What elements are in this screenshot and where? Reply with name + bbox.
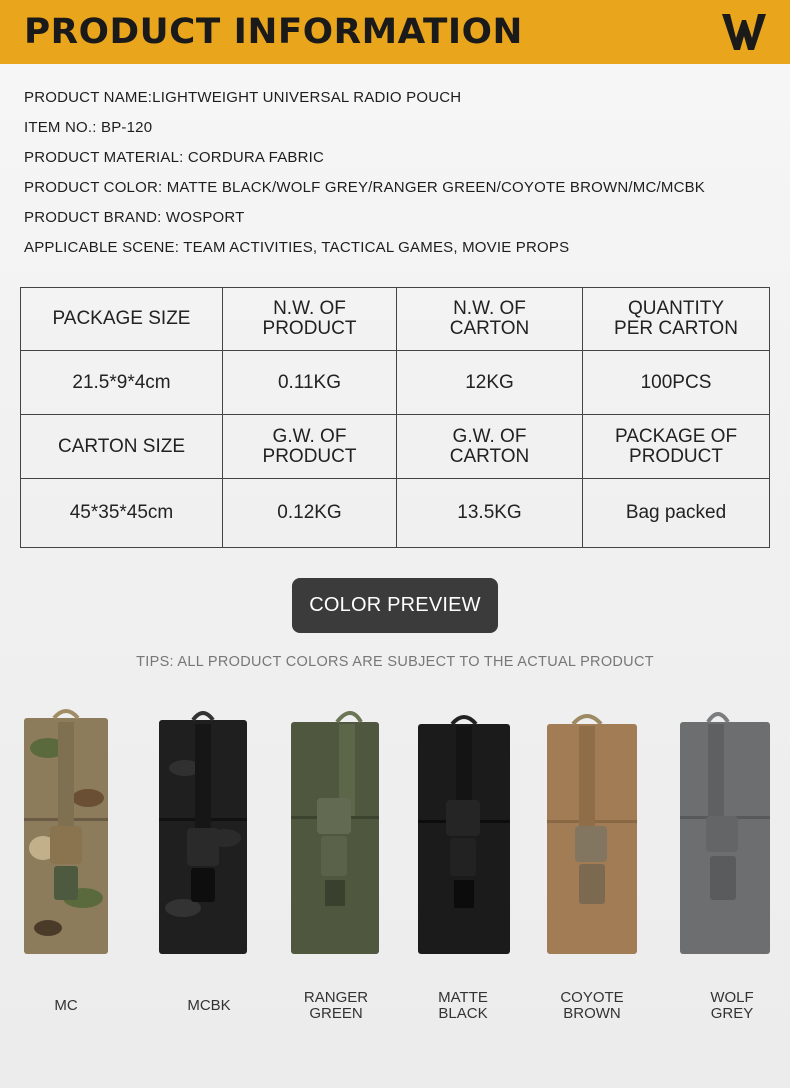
table-header-cell: G.W. OF CARTON [397, 415, 583, 479]
spec-value-row-1 [21, 351, 770, 415]
mc-pouch-image [18, 708, 114, 958]
table-cell: 21.5*9*4cm [21, 351, 223, 415]
color-label-mc: MC [54, 997, 78, 1014]
wolf-grey-pouch-image [678, 708, 774, 958]
product-info-list [24, 88, 705, 268]
spec-header-row-2 [21, 415, 770, 479]
spec-value-row-2 [21, 479, 770, 548]
color-label-coyote-brown: COYOTE BROWN [560, 989, 624, 1022]
table-cell: 100PCS [583, 351, 770, 415]
table-header-cell: PACKAGE SIZE [21, 288, 223, 351]
applicable-scene-line: APPLICABLE SCENE: TEAM ACTIVITIES, TACTICAL GAMES, MOVIE PROPS [24, 239, 570, 256]
color-label-matte-black: MATTE BLACK [438, 989, 488, 1022]
spec-header-row-1 [21, 288, 770, 351]
spec-table [20, 287, 770, 548]
table-header-cell: PACKAGE OF PRODUCT [583, 415, 770, 479]
table-header-cell: N.W. OF CARTON [397, 288, 583, 351]
color-label-ranger-green: RANGER GREEN [303, 989, 369, 1022]
color-label-wolf-grey: WOLF GREY [710, 989, 754, 1022]
product-color-line: PRODUCT COLOR: MATTE BLACK/WOLF GREY/RANGER GREEN/COYOTE BROWN/MC/MCBK [24, 179, 706, 196]
table-cell: 12KG [397, 351, 583, 415]
color-label-mcbk: MCBK [187, 997, 231, 1014]
table-header-cell: CARTON SIZE [21, 415, 223, 479]
table-header-cell: G.W. OF PRODUCT [223, 415, 397, 479]
matte-black-pouch-image [416, 708, 512, 958]
page-title: PRODUCT INFORMATION [24, 12, 523, 52]
table-header-cell: QUANTITY PER CARTON [583, 288, 770, 351]
table-cell: 0.12KG [223, 479, 397, 548]
product-material-line: PRODUCT MATERIAL: CORDURA FABRIC [24, 149, 325, 166]
table-cell: 13.5KG [397, 479, 583, 548]
product-name-line: PRODUCT NAME:LIGHTWEIGHT UNIVERSAL RADIO POUCH [24, 89, 462, 106]
table-cell: 0.11KG [223, 351, 397, 415]
table-header-cell: N.W. OF PRODUCT [223, 288, 397, 351]
table-cell: Bag packed [583, 479, 770, 548]
ranger-green-pouch-image [287, 708, 383, 958]
color-preview-button[interactable]: COLOR PREVIEW [292, 578, 498, 633]
product-brand-line: PRODUCT BRAND: WOSPORT [24, 209, 245, 226]
w-chevron-logo-icon [720, 12, 768, 52]
coyote-brown-pouch-image [545, 708, 641, 958]
header-bar [0, 0, 790, 64]
color-tips-text: TIPS: ALL PRODUCT COLORS ARE SUBJECT TO THE ACTUAL PRODUCT [136, 654, 654, 670]
table-cell: 45*35*45cm [21, 479, 223, 548]
item-no-line: ITEM NO.: BP-120 [24, 119, 153, 136]
mcbk-pouch-image [155, 708, 251, 958]
